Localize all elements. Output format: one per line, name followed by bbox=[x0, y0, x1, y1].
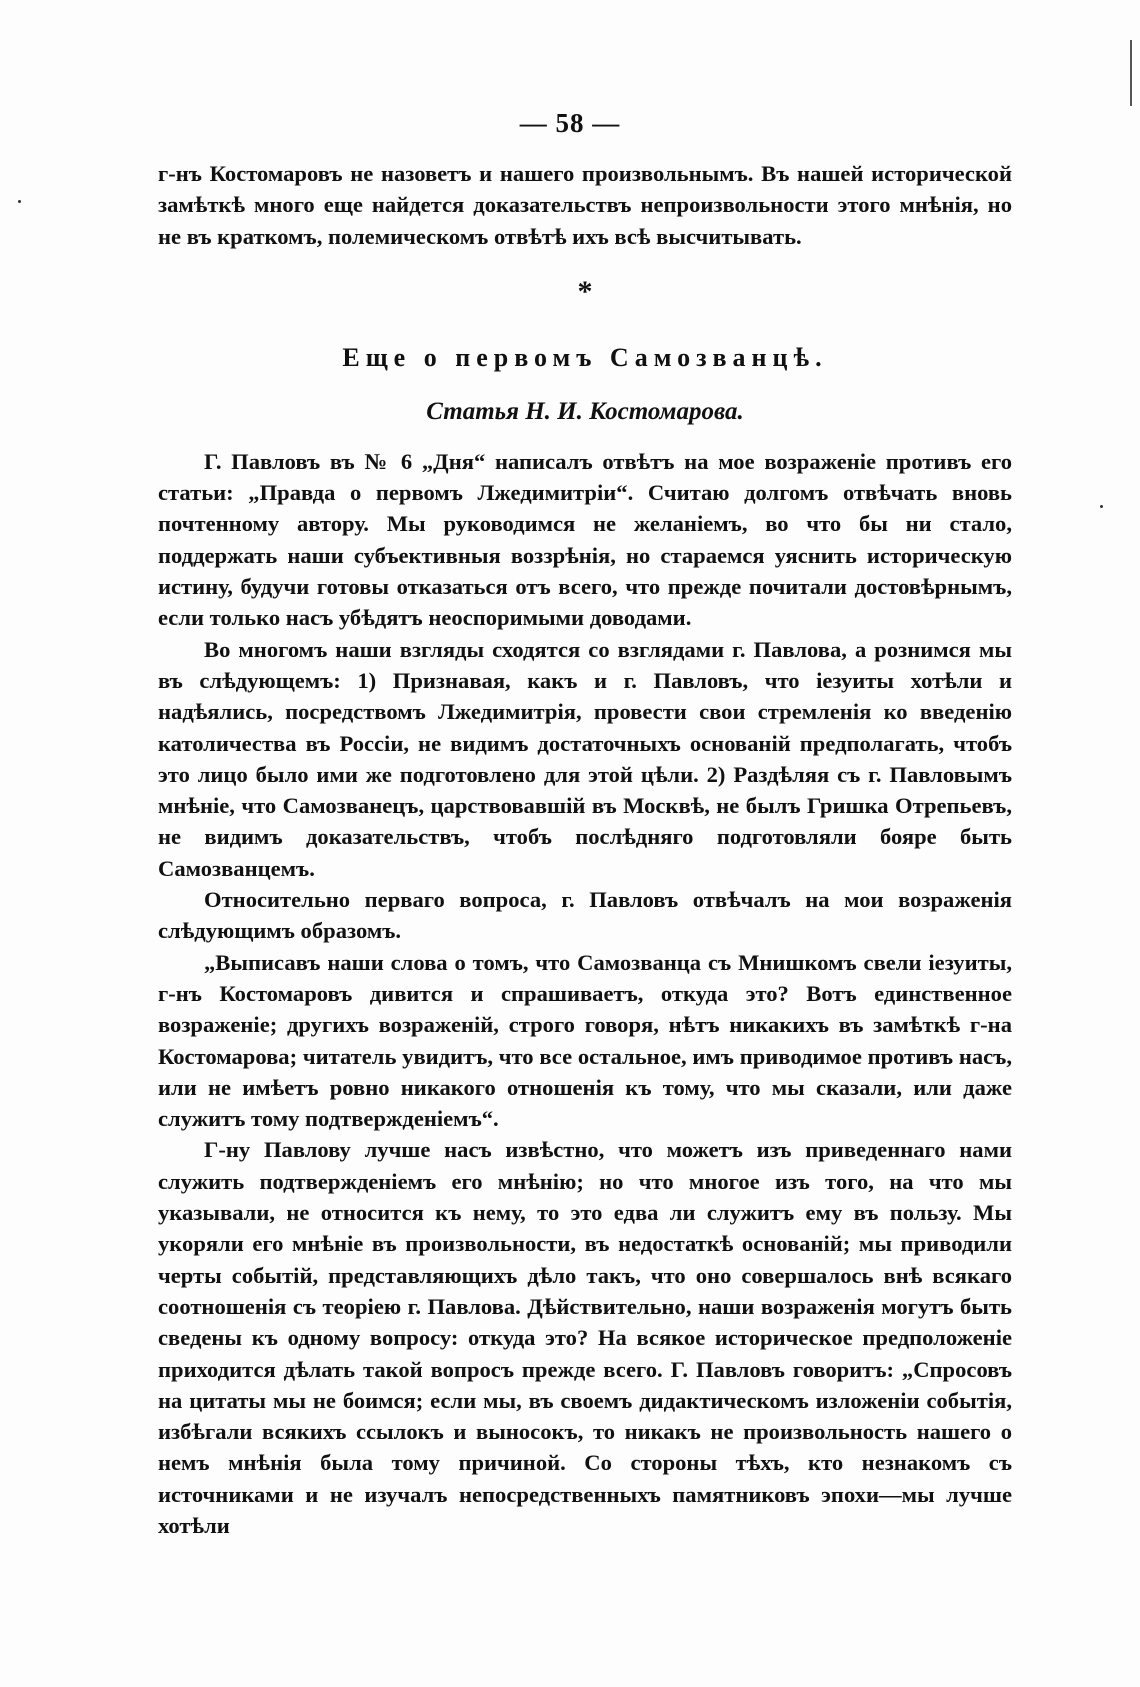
quoted-paragraph: „Выписавъ наши слова о томъ, что Самозванца съ Мнишкомъ свели іезуиты, г-нъ Костомаровъ дивится и спрашиваетъ, откуда это? Вотъ единственное возраженіе; другихъ возраженій, строго говоря, нѣтъ никакихъ въ замѣткѣ г-на Костомарова; читатель увидитъ, что все остальное, имъ приводимое противъ насъ, или не имѣетъ ровно никакого отношенія къ тому, что мы сказали, или даже служитъ тому подтвержденіемъ“. bbox=[158, 949, 1012, 1132]
section-separator: * bbox=[577, 274, 593, 308]
text-column bbox=[158, 158, 1012, 1541]
body-paragraph: Во многомъ наши взгляды сходятся со взглядами г. Павлова, а рознимся мы въ слѣдующемъ: 1) Признавая, какъ и г. Павловъ, что іезуиты хотѣли и надѣялись, посредствомъ Лжедимитрія, провести свои стремленія ко введенію католичества въ Россіи, не видимъ достаточныхъ основаній предполагать, чтобъ это лицо было ими же подготовлено для этой цѣли. 2) Раздѣляя съ г. Павловымъ мнѣніе, что Самозванецъ, царствовавшій въ Москвѣ, не былъ Гришка Отрепьевъ, не видимъ доказательствъ, чтобъ послѣдняго подготовляли бояре быть Самозванцемъ. bbox=[158, 636, 1012, 881]
scan-edge-mark bbox=[1130, 40, 1132, 106]
article-byline: Статья Н. И. Костомарова. bbox=[426, 397, 744, 425]
body-paragraph: Г-ну Павлову лучше насъ извѣстно, что можетъ изъ приведеннаго нами служить подтвержденіемъ его мнѣнію; но что многое изъ того, на что мы указывали, не относится къ нему, то это едва ли служитъ ему въ пользу. Мы укоряли его мнѣніе въ произвольности, въ недостаткѣ основаній; мы приводили черты событій, представляющихъ дѣло такъ, что оно совершалось внѣ всякаго соотношенія съ теоріею г. Павлова. Дѣйствительно, наши возраженія могутъ быть сведены къ одному вопросу: откуда это? На всякое историческое предположеніе приходится дѣлать такой вопросъ прежде всего. Г. Павловъ говоритъ: „Спросовъ на цитаты мы не боимся; если мы, въ своемъ дидактическомъ изложеніи событія, избѣгали всякихъ ссылокъ и выносокъ, то никакъ не произвольность нашего о немъ мнѣнія была тому причиной. Со стороны тѣхъ, кто незнакомъ съ источниками и не изучалъ непосредственныхъ памятниковъ эпохи—мы лучше хотѣли bbox=[158, 1137, 1012, 1538]
body-paragraph: Относительно перваго вопроса, г. Павловъ отвѣчалъ на мои возраженія слѣдующимъ образомъ. bbox=[158, 887, 1012, 944]
scan-speck bbox=[1100, 505, 1103, 508]
intro-paragraph: г-нъ Костомаровъ не назоветъ и нашего произвольнымъ. Въ нашей исторической замѣткѣ много еще найдется доказательствъ непроизвольности этого мнѣнія, но не въ краткомъ, полемическомъ отвѣтѣ ихъ всѣ высчитывать. bbox=[158, 161, 1012, 249]
article-title: Еще о первомъ Самозванцѣ. bbox=[342, 342, 828, 372]
scan-speck bbox=[18, 200, 21, 203]
body-paragraph: Г. Павловъ въ № 6 „Дня“ написалъ отвѣтъ на мое возраженіе противъ его статьи: „Правда о первомъ Лжедимитріи“. Считаю долгомъ отвѣчать вновь почтенному автору. Мы руководимся не желаніемъ, во что бы ни стало, поддержать наши субъективныя воззрѣнія, но стараемся уяснить историческую истину, будучи готовы отказаться отъ всего, что прежде почитали достовѣрнымъ, если только насъ убѣдятъ неоспоримыми доводами. bbox=[158, 448, 1012, 631]
page-number: — 58 — bbox=[519, 108, 621, 138]
